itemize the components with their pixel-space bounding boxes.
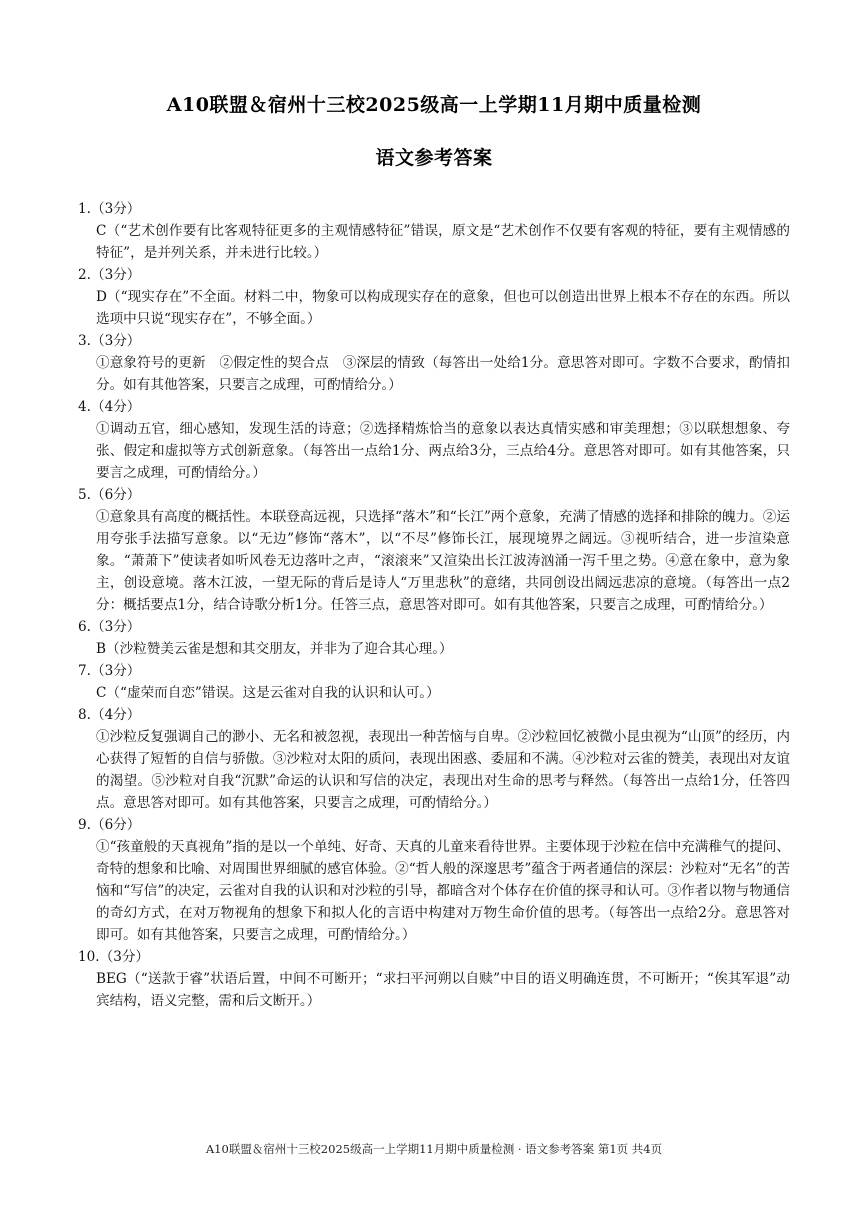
question-item-9: [78, 814, 790, 946]
answer-text: C（“艺术创作要有比客观特征更多的主观情感特征”错误，原文是“艺术创作不仅要有客观的特征，要有主观情感的特征”，是并列关系，并未进行比较。）: [96, 223, 790, 261]
answer-text: ①沙粒反复强调自己的渺小、无名和被忽视，表现出一种苦恼与自卑。②沙粒回忆被微小昆虫视为“山顶”的经历，内心获得了短暂的自信与骄傲。③沙粒对太阳的质问，表现出困惑、委屈和不满。④沙粒对云雀的赞美，表现出对友谊的渴望。⑤沙粒对自我“沉默”命运的认识和写信的决定，表现出对生命的思考与释然。（每答出一点给1分，任答四点。意思答对即可。如有其他答案，只要言之成理，可酌情给分。）: [96, 729, 790, 811]
question-item-7: [78, 660, 790, 704]
question-item-6: [78, 616, 790, 660]
page-footer: A10联盟＆宿州十三校2025级高一上学期11月期中质量检测 · 语文参考答案 第1页 共4页: [205, 1142, 663, 1156]
question-item-4: [78, 396, 790, 484]
answer-text: B（沙粒赞美云雀是想和其交朋友，并非为了迎合其心理。）: [96, 641, 453, 657]
answer-text: ①调动五官，细心感知，发现生活的诗意；②选择精炼恰当的意象以表达真情实感和审美理想；③以联想想象、夸张、假定和虚拟等方式创新意象。（每答出一点给1分、两点给3分，三点给4分。意思答对即可。如有其他答案，只要言之成理，可酌情给分。）: [96, 421, 790, 481]
answer-text: C（“虚荣而自恋”错误。这是云雀对自我的认识和认可。）: [96, 685, 440, 701]
question-item-10: [78, 946, 790, 1012]
document-subtitle: 语文参考答案: [375, 147, 493, 169]
answer-text: ①意象符号的更新 ②假定性的契合点 ③深层的情致（每答出一处给1分。意思答对即可。字数不合要求，酌情扣分。如有其他答案，只要言之成理，可酌情给分。）: [96, 355, 790, 393]
document-title: A10联盟＆宿州十三校2025级高一上学期11月期中质量检测: [166, 94, 702, 116]
question-item-3: [78, 330, 790, 396]
question-item-8: [78, 704, 790, 814]
question-item-5: [78, 484, 790, 616]
answer-text: D（“现实存在”不全面。材料二中，物象可以构成现实存在的意象，但也可以创造出世界上根本不存在的东西。所以选项中只说“现实存在”，不够全面。）: [96, 289, 790, 327]
question-label: 7.（3分）: [78, 663, 141, 679]
question-label: 1.（3分）: [78, 201, 141, 217]
question-label: 8.（4分）: [78, 707, 141, 723]
question-item-1: [78, 198, 790, 264]
answer-text: BEG（“送款于睿”状语后置，中间不可断开；“求扫平河朔以自赎”中目的语义明确连贯，不可断开；“俟其军退”动宾结构，语义完整，需和后文断开。）: [96, 971, 790, 1009]
answer-text: ①“孩童般的天真视角”指的是以一个单纯、好奇、天真的儿童来看待世界。主要体现于沙粒在信中充满稚气的提问、奇特的想象和比喻、对周围世界细腻的感官体验。②“哲人般的深邃思考”蕴含于两者通信的深层：沙粒对“无名”的苦恼和“写信”的决定，云雀对自我的认识和对沙粒的引导，都暗含对个体存在价值的探寻和认可。③作者以物与物通信的奇幻方式，在对万物视角的想象下和拟人化的言语中构建对万物生命价值的思考。（每答出一点给2分。意思答对即可。如有其他答案，只要言之成理，可酌情给分。）: [96, 839, 790, 943]
question-label: 4.（4分）: [78, 399, 141, 415]
question-label: 10.（3分）: [78, 949, 150, 965]
question-label: 2.（3分）: [78, 267, 141, 283]
answer-text: ①意象具有高度的概括性。本联登高远视，只选择“落木”和“长江”两个意象，充满了情感的选择和排除的魄力。②运用夸张手法描写意象。以“无边”修饰“落木”，以“不尽”修饰长江，展现境界之阔远。③视听结合，进一步渲染意象。“萧萧下”使读者如听风卷无边落叶之声，“滚滚来”又渲染出长江波涛汹涌一泻千里之势。④意在象中，意为象主，创设意境。落木江波，一望无际的背后是诗人“万里悲秋”的意绪，共同创设出阔远悲凉的意境。（每答出一点2分：概括要点1分，结合诗歌分析1分。任答三点，意思答对即可。如有其他答案，只要言之成理，可酌情给分。）: [96, 509, 790, 613]
question-label: 6.（3分）: [78, 619, 141, 635]
question-item-2: [78, 264, 790, 330]
question-list: [78, 198, 790, 1012]
question-label: 9.（6分）: [78, 817, 141, 833]
question-label: 3.（3分）: [78, 333, 141, 349]
question-label: 5.（6分）: [78, 487, 141, 503]
